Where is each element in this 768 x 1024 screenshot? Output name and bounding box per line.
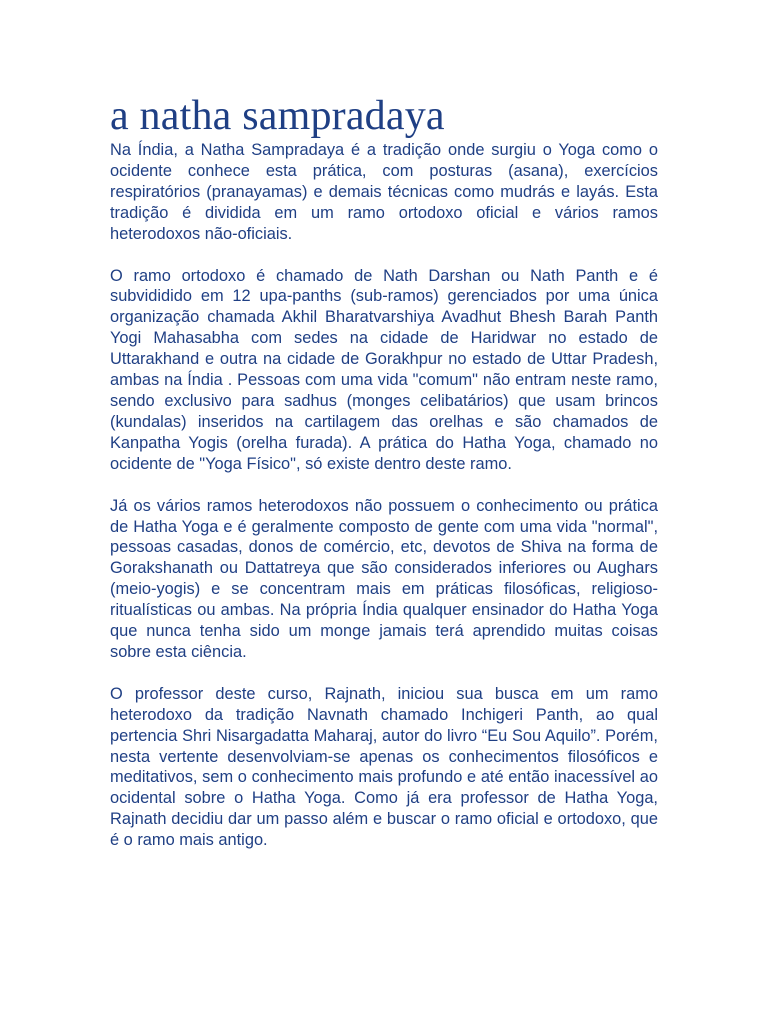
paragraph-intro: Na Índia, a Natha Sampradaya é a tradição onde surgiu o Yoga como o ocidente conhece esta prática, com posturas (asana), exercícios respiratórios (pranayamas) e demais técnicas como mudrás e layás. Esta tradição é dividida em um ramo ortodoxo oficial e vários ramos heterodoxos não-oficiais.	[110, 141, 658, 243]
document-page	[110, 92, 658, 872]
paragraph-teacher: O professor deste curso, Rajnath, iniciou sua busca em um ramo heterodoxo da tradição Navnath chamado Inchigeri Panth, ao qual pertencia Shri Nisargadatta Maharaj, autor do livro “Eu Sou Aquilo”. Porém, nesta vertente desenvolviam-se apenas os conhecimentos filosóficos e meditativos, sem o conhecimento mais profundo e até então inacessível ao ocidental sobre o Hatha Yoga. Como já era professor de Hatha Yoga, Rajnath decidiu dar um passo além e buscar o ramo oficial e ortodoxo, que é o ramo mais antigo.	[110, 684, 658, 850]
paragraph-orthodox-branch: O ramo ortodoxo é chamado de Nath Darshan ou Nath Panth e é subvididido em 12 upa-panths (sub-ramos) gerenciados por uma única organização chamada Akhil Bharatvarshiya Avadhut Bhesh Barah Panth Yogi Mahasabha com sedes na cidade de Haridwar no estado de Uttarakhand e outra na cidade de Gorakhpur no estado de Uttar Pradesh, ambas na Índia . Pessoas com uma vida "comum" não entram neste ramo, sendo exclusivo para sadhus (monges celibatários) que usam brincos (kundalas) inseridos na cartilagem das orelhas e são chamados de Kanpatha Yogis (orelha furada). A prática do Hatha Yoga, chamado no ocidente de "Yoga Físico", só existe dentro deste ramo.	[110, 266, 658, 473]
paragraph-heterodox-branches: Já os vários ramos heterodoxos não possuem o conhecimento ou prática de Hatha Yoga e é geralmente composto de gente com uma vida "normal", pessoas casadas, donos de comércio, etc, devotos de Shiva na forma de Gorakshanath ou Dattatreya que são considerados inferiores ou Aughars (meio-yogis) e se concentram mais em práticas filosóficas, religioso-ritualísticas ou ambas. Na própria Índia qualquer ensinador do Hatha Yoga que nunca tenha sido um monge jamais terá aprendido muitas coisas sobre esta ciência.	[110, 496, 658, 661]
document-title: a natha sampradaya	[110, 93, 445, 139]
